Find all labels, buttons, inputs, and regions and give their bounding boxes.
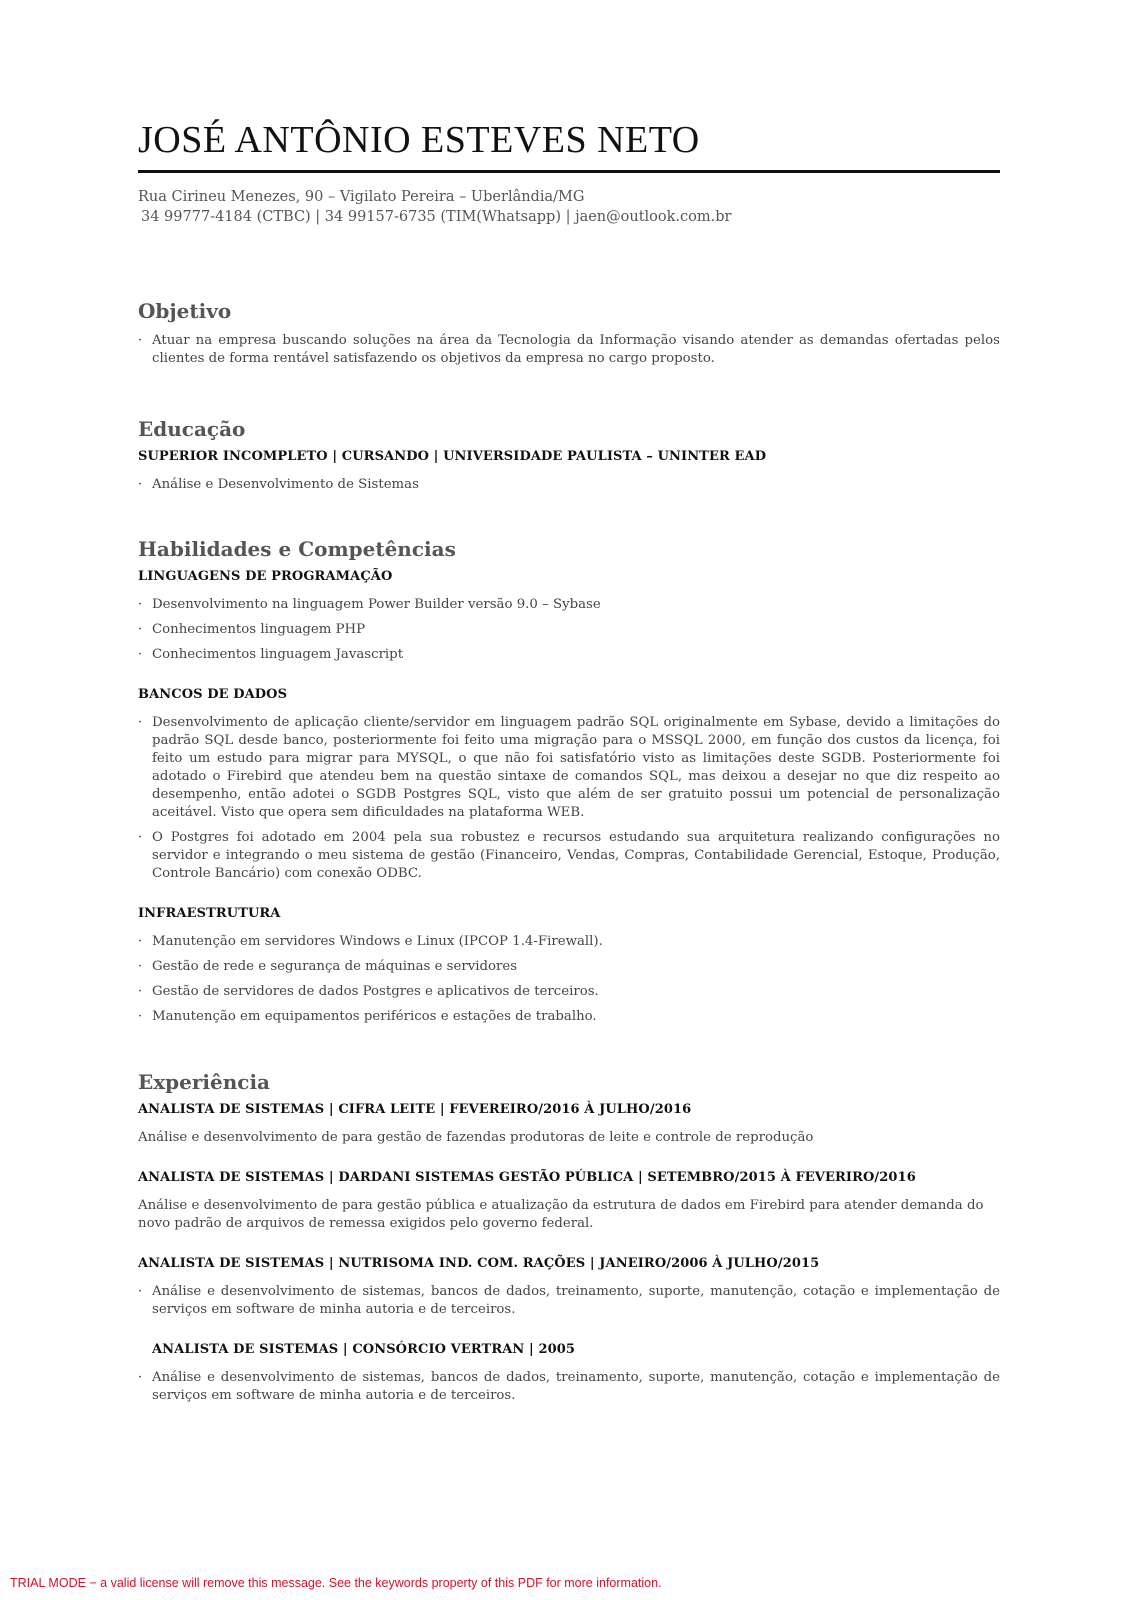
list-item: · Manutenção em equipamentos periféricos e estações de trabalho. [138, 1008, 1000, 1026]
section-experiencia [138, 1069, 1000, 1405]
list-item: · Conhecimentos linguagem Javascript [138, 646, 1000, 664]
job-title: ANALISTA DE SISTEMAS | CIFRA LEITE | FEVEREIRO/2016 À JULHO/2016 [138, 1102, 692, 1117]
section-habilidades [138, 536, 1000, 1026]
section-title-objetivo: Objetivo [138, 299, 232, 323]
job-title: ANALISTA DE SISTEMAS | NUTRISOMA IND. COM. RAÇÕES | JANEIRO/2006 À JULHO/2015 [138, 1256, 820, 1271]
education-degree: SUPERIOR INCOMPLETO | CURSANDO | UNIVERSIDADE PAULISTA – UNINTER EAD [138, 449, 767, 464]
section-title-habilidades: Habilidades e Competências [138, 537, 456, 561]
section-educacao [138, 416, 1000, 494]
job-entry [138, 1101, 1000, 1147]
list-item: · Manutenção em servidores Windows e Linux (IPCOP 1.4-Firewall). [138, 933, 1000, 951]
skill-list-linguagens [138, 596, 1000, 664]
phones-email: 34 99777-4184 (CTBC) | 34 99157-6735 (TIM(Whatsapp) | jaen@outlook.com.br [141, 209, 732, 225]
section-title-educacao: Educação [138, 417, 246, 441]
job-entry [138, 1341, 1000, 1405]
skill-group-title: BANCOS DE DADOS [138, 687, 288, 702]
list-item: · Gestão de servidores de dados Postgres e aplicativos de terceiros. [138, 983, 1000, 1001]
job-entry [138, 1255, 1000, 1319]
job-description: Análise e desenvolvimento de para gestão de fazendas produtoras de leite e controle de reprodução [138, 1130, 814, 1145]
contact-info [138, 187, 1000, 227]
list-item: · Desenvolvimento na linguagem Power Builder versão 9.0 – Sybase [138, 596, 1000, 614]
list-item: · Análise e desenvolvimento de sistemas, bancos de dados, treinamento, suporte, manutenção, cotação e implementação de serviços em software de minha autoria e de terceiros. [138, 1369, 1000, 1405]
job-entry [138, 1169, 1000, 1233]
list-item: · Análise e Desenvolvimento de Sistemas [138, 476, 1000, 494]
list-item: · Desenvolvimento de aplicação cliente/servidor em linguagem padrão SQL originalmente em Sybase, devido a limitações do padrão SQL desde banco, posteriormente foi feito uma migração para o MSSQL 2000, em função dos custos da licença, foi feito um estudo para migrar para MYSQL, o que não foi satisfatório visto as limitações deste SGDB. Posteriormente foi adotado o Firebird que atendeu bem na questão sintaxe de comandos SQL, mas deixou a desejar no que diz respeito ao desempenho, então adotei o SGDB Postgres SQL, visto que além de ser gratuito possui um potencial de personalização aceitável. Visto que opera sem dificuldades na plataforma WEB. [138, 714, 1000, 822]
skill-group-title: INFRAESTRUTURA [138, 906, 281, 921]
list-item: · O Postgres foi adotado em 2004 pela sua robustez e recursos estudando sua arquitetura realizando configurações no servidor e integrando o meu sistema de gestão (Financeiro, Vendas, Compras, Contabilidade Gerencial, Estoque, Produção, Controle Bancário) com conexão ODBC. [138, 829, 1000, 883]
list-item: · Gestão de rede e segurança de máquinas e servidores [138, 958, 1000, 976]
educacao-list [138, 476, 1000, 494]
trial-mode-notice: TRIAL MODE − a valid license will remove this message. See the keywords property of this PDF for more information. [10, 1576, 662, 1590]
objetivo-list [138, 332, 1000, 368]
skill-list-bancos [138, 714, 1000, 883]
job-title: ANALISTA DE SISTEMAS | DARDANI SISTEMAS GESTÃO PÚBLICA | SETEMBRO/2015 À FEVERIRO/2016 [138, 1170, 916, 1185]
header-rule [138, 170, 1000, 173]
job-description-list [138, 1369, 1000, 1405]
list-item: · Conhecimentos linguagem PHP [138, 621, 1000, 639]
skill-group-title: LINGUAGENS DE PROGRAMAÇÃO [138, 569, 393, 584]
candidate-name: JOSÉ ANTÔNIO ESTEVES NETO [138, 119, 700, 161]
list-item: · Atuar na empresa buscando soluções na área da Tecnologia da Informação visando atender as demandas ofertadas pelos clientes de forma rentável satisfazendo os objetivos da empresa no cargo proposto. [138, 332, 1000, 368]
section-title-experiencia: Experiência [138, 1070, 271, 1094]
address: Rua Cirineu Menezes, 90 – Vigilato Pereira – Uberlândia/MG [138, 189, 585, 205]
job-title: ANALISTA DE SISTEMAS | CONSÓRCIO VERTRAN | 2005 [152, 1342, 576, 1357]
list-item: · Análise e desenvolvimento de sistemas, bancos de dados, treinamento, suporte, manutenção, cotação e implementação de serviços em software de minha autoria e de terceiros. [138, 1283, 1000, 1319]
job-description-list [138, 1283, 1000, 1319]
skill-list-infra [138, 933, 1000, 1026]
job-description: Análise e desenvolvimento de para gestão pública e atualização da estrutura de dados em Firebird para atender demanda do novo padrão de arquivos de remessa exigidos pelo governo federal. [138, 1198, 984, 1231]
resume-page [138, 118, 1000, 1427]
section-objetivo [138, 298, 1000, 368]
